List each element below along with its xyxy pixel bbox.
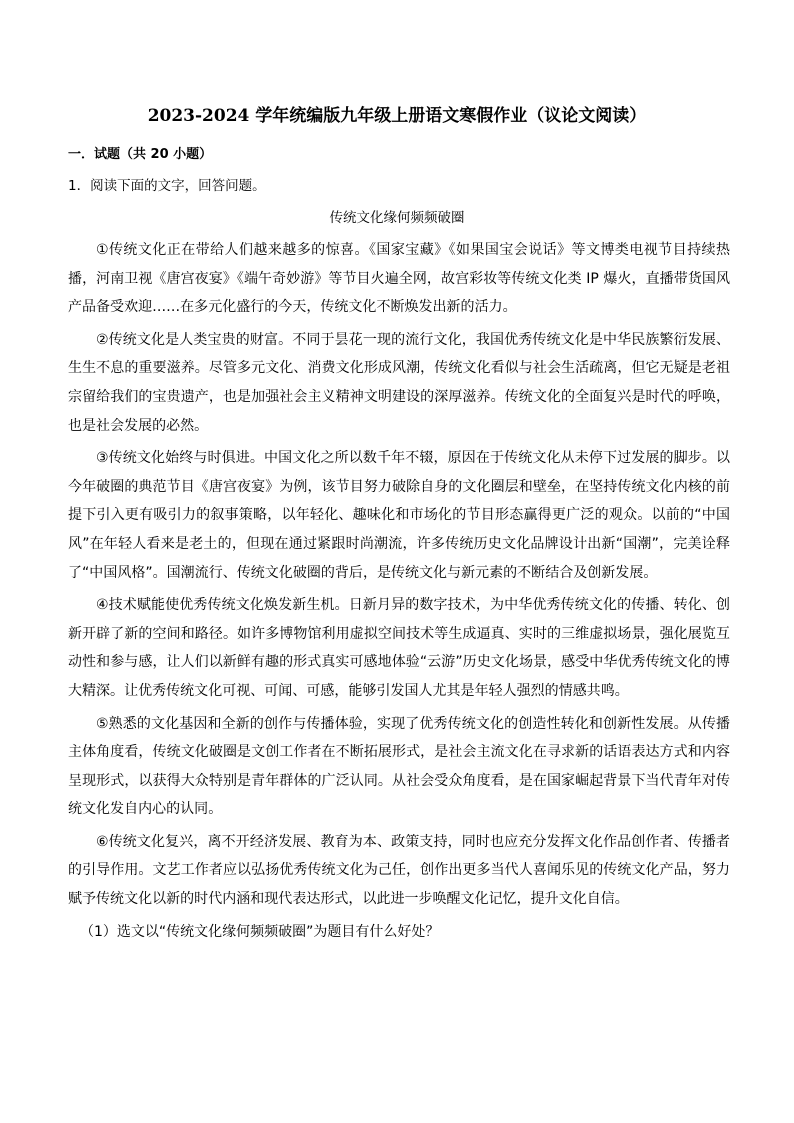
sub-question-1: （1）选文以“传统文化缘何频频破圈”为题目有什么好处？ [80,923,440,940]
article-title: 传统文化缘何频频破圈 [329,210,465,226]
paragraph-1: ①传统文化正在带给人们越来越多的惊喜。《国家宝藏》《如果国宝会说话》等文博类电视节目持续热播，河南卫视《唐宫夜宴》《端午奇妙游》等节目火遍全网，故宫彩妆等传统文化类 IP 爆火，直播带货国风产品备受欢迎……在多元化盛行的今天，传统文化不断焕发出新的活力。 [68,242,730,316]
paragraph-3: ③传统文化始终与时俱进。中国文化之所以数千年不辍，原因在于传统文化从未停下过发展的脚步。以今年破圈的典范节目《唐宫夜宴》为例，该节目努力破除自身的文化圈层和壁垒，在坚持传统文化内核的前提下引入更有吸引力的叙事策略，以年轻化、趣味化和市场化的节目形态赢得更广泛的观众。以前的“中国风”在年轻人看来是老土的，但现在通过紧跟时尚潮流，许多传统历史文化品牌设计出新“国潮”，完美诠释了“中国风格”。国潮流行、传统文化破圈的背后，是传统文化与新元素的不断结合及创新发展。 [68,450,730,581]
paragraph-2: ②传统文化是人类宝贵的财富。不同于昙花一现的流行文化，我国优秀传统文化是中华民族繁衍发展、生生不息的重要滋养。尽管多元文化、消费文化形成风潮，传统文化看似与社会生活疏离，但它无疑是老祖宗留给我们的宝贵遗产，也是加强社会主义精神文明建设的深厚滋养。传统文化的全面复兴是时代的呼唤，也是社会发展的必然。 [68,331,730,434]
article-body [68,236,730,946]
question-intro: 1．阅读下面的文字，回答问题。 [68,178,266,194]
paragraph-6: ⑥传统文化复兴，离不开经济发展、教育为本、政策支持，同时也应充分发挥文化作品创作者、传播者的引导作用。文艺工作者应以弘扬优秀传统文化为己任，创作出更多当代人喜闻乐见的传统文化产品，努力赋予传统文化以新的时代内涵和现代表达形式，以此进一步唤醒文化记忆，提升文化自信。 [68,833,730,908]
paragraph-4: ④技术赋能使优秀传统文化焕发新生机。日新月异的数字技术，为中华优秀传统文化的传播、转化、创新开辟了新的空间和路径。如许多博物馆利用虚拟空间技术等生成逼真、实时的三维虚拟场景，强化展览互动性和参与感，让人们以新鲜有趣的形式真实可感地体验“云游”历史文化场景，感受中华优秀传统文化的博大精深。让优秀传统文化可视、可闻、可感，能够引发国人尤其是年轻人强烈的情感共鸣。 [68,597,730,699]
paragraph-5: ⑤熟悉的文化基因和全新的创作与传播体验，实现了优秀传统文化的创造性转化和创新性发展。从传播主体角度看，传统文化破圈是文创工作者在不断拓展形式，是社会主流文化在寻求新的话语表达方式和内容呈现形式，以获得大众特别是青年群体的广泛认同。从社会受众角度看，是在国家崛起背景下当代青年对传统文化发自内心的认同。 [68,715,730,818]
section-heading: 一．试题（共 20 小题） [68,147,213,162]
document-title: 2023-2024 学年统编版九年级上册语文寒假作业（议论文阅读） [147,106,647,126]
